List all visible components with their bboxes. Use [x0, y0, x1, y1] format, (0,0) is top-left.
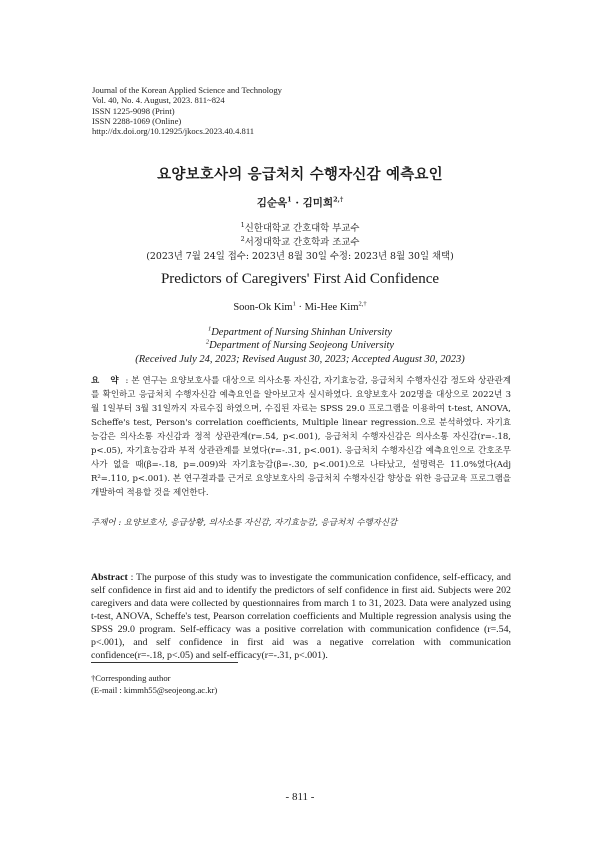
authors-korean — [60, 195, 540, 210]
page-number: - 811 - — [285, 791, 315, 803]
author-1-en: Soon-Ok Kim — [233, 302, 293, 313]
aff-2-ko-text: 서정대학교 간호학과 조교수 — [244, 237, 360, 248]
abstract-ko-body: 본 연구는 요양보호사를 대상으로 의사소통 자신감, 자기효능감, 응급처치 수행자신감 정도와 상관관계를 확인하고 응급처치 수행자신감 예측요인을 알아보고자 실시하였다. 요양보호사 202명을 대상으로 2022년 3월 1일부터 3월 31일까지 자료수집 하였으며, 수집된 자료는 SPSS 29.0 프로그램을 이용하여 t-test, ANOVA, Scheffe's test, Person's correlation coefficients, Multiple linear regression.으로 분석하였다. 자기효능감은 의사소통 자신감과 정적 상관관계(r=.54, p<.001), 응급처치 수행자신감은 의사소통 자신감(r=-.18, p<.05), 자기효능감과 부적 상관관계를 보였다(r=-.31, p<.001). 응급처치 수행자신감 예측요인으로 간호조무사가 없을 때(β=-.18, p=.009)와 자기효능감(β=-.30, p<.001)으로 나타났고, 설명력은 11.0%였다(Adj R²=.110, p<.001). 본 연구결과를 근거로 요양보호사의 응급처치 수행자신감 향상을 위한 응급교육 프로그램을 개발하여 적용할 것을 제언한다. — [91, 376, 511, 498]
author-separator-en: · — [295, 302, 305, 313]
footnote — [91, 672, 217, 696]
corresponding-author: †Corresponding author — [91, 673, 171, 683]
aff-2-en-text: Department of Nursing Seojeong University — [209, 340, 395, 352]
abstract-en-label: Abstract — [91, 572, 128, 583]
aff-1-en-text: Department of Nursing Shinhan University — [211, 327, 393, 338]
journal-volume: Vol. 40, No. 4. August, 2023. 811~824 — [92, 95, 225, 106]
affiliation-1-en — [60, 326, 540, 339]
dates-en: (Received July 24, 2023; Revised August 30, 2023; Accepted August 30, 2023) — [135, 353, 465, 365]
author-1-ko-sup: 1 — [287, 195, 292, 204]
author-2-ko-sup: 2,† — [333, 195, 344, 204]
keywords-ko-body: 요양보호사, 응급상황, 의사소통 자신감, 자기효능감, 응급처치 수행자신감 — [123, 518, 398, 528]
aff-2-en-sup: 2 — [205, 338, 210, 346]
keywords-ko-label: 주제어 : — [91, 518, 124, 528]
aff-2-ko-sup: 2 — [240, 234, 245, 243]
affiliation-2-ko — [60, 236, 540, 250]
authors-english — [60, 302, 540, 313]
title-korean: 요양보호사의 응급처치 수행자신감 예측요인 — [157, 166, 443, 183]
author-1-ko: 김순옥 — [256, 197, 288, 209]
author-2-en: Mi-Hee Kim — [304, 302, 359, 313]
affiliation-1-ko — [60, 222, 540, 236]
aff-1-en-sup: 1 — [207, 325, 212, 333]
aff-1-ko-sup: 1 — [240, 220, 245, 229]
title-english: Predictors of Caregivers' First Aid Confidence — [160, 271, 440, 287]
abstract-ko-colon: : — [122, 376, 132, 386]
issn-online: ISSN 2288-1069 (Online) — [92, 115, 182, 126]
author-separator-ko: · — [291, 197, 303, 209]
author-1-en-sup: 1 — [292, 300, 296, 308]
journal-name: Journal of the Korean Applied Science and Technology — [92, 85, 282, 95]
doi-link[interactable]: http://dx.doi.org/10.12925/jkocs.2023.40.4.811 — [92, 126, 255, 137]
dates-ko: (2023년 7월 24일 접수: 2023년 8월 30일 수정: 2023년 8월 30일 채택) — [146, 251, 454, 262]
abstract-korean — [91, 374, 511, 500]
author-2-ko: 김미희 — [302, 197, 334, 209]
corresponding-email: (E-mail : kimmh55@seojeong.ac.kr) — [91, 685, 218, 695]
affiliations-korean — [60, 222, 540, 264]
abstract-en-colon: : — [127, 572, 137, 583]
author-2-en-sup: 2,† — [358, 300, 367, 308]
journal-info — [92, 85, 282, 136]
footnote-divider — [91, 662, 238, 663]
abstract-en-body: The purpose of this study was to investigate the communication confidence, self-efficacy, and self confidence in first aid and to identify the predictors of self confidence in first aid. Subjects were 202 caregivers and data were collected by questionnaires from march 1 to 31, 2023. Data were analyzed using t-test, ANOVA, Scheffe's test, Pearson correlation coefficients and Multiple regression analysis using the SPSS 29.0 program. Self-efficacy was a positive correlation with communication confidence (r=.54, p<.001), and self confidence in first aid was a negative correlation with communication confidence(r=-.18, p<.05) and self-efficacy(r=-.31, p<.001). — [91, 572, 511, 661]
affiliations-english — [60, 326, 540, 366]
abstract-ko-label: 요 약 — [91, 376, 123, 386]
affiliation-2-en — [60, 339, 540, 352]
abstract-english — [91, 571, 511, 662]
keywords-korean — [91, 516, 511, 528]
issn-print: ISSN 1225-9098 (Print) — [92, 105, 175, 116]
aff-1-ko-text: 신한대학교 간호대학 부교수 — [244, 223, 360, 234]
